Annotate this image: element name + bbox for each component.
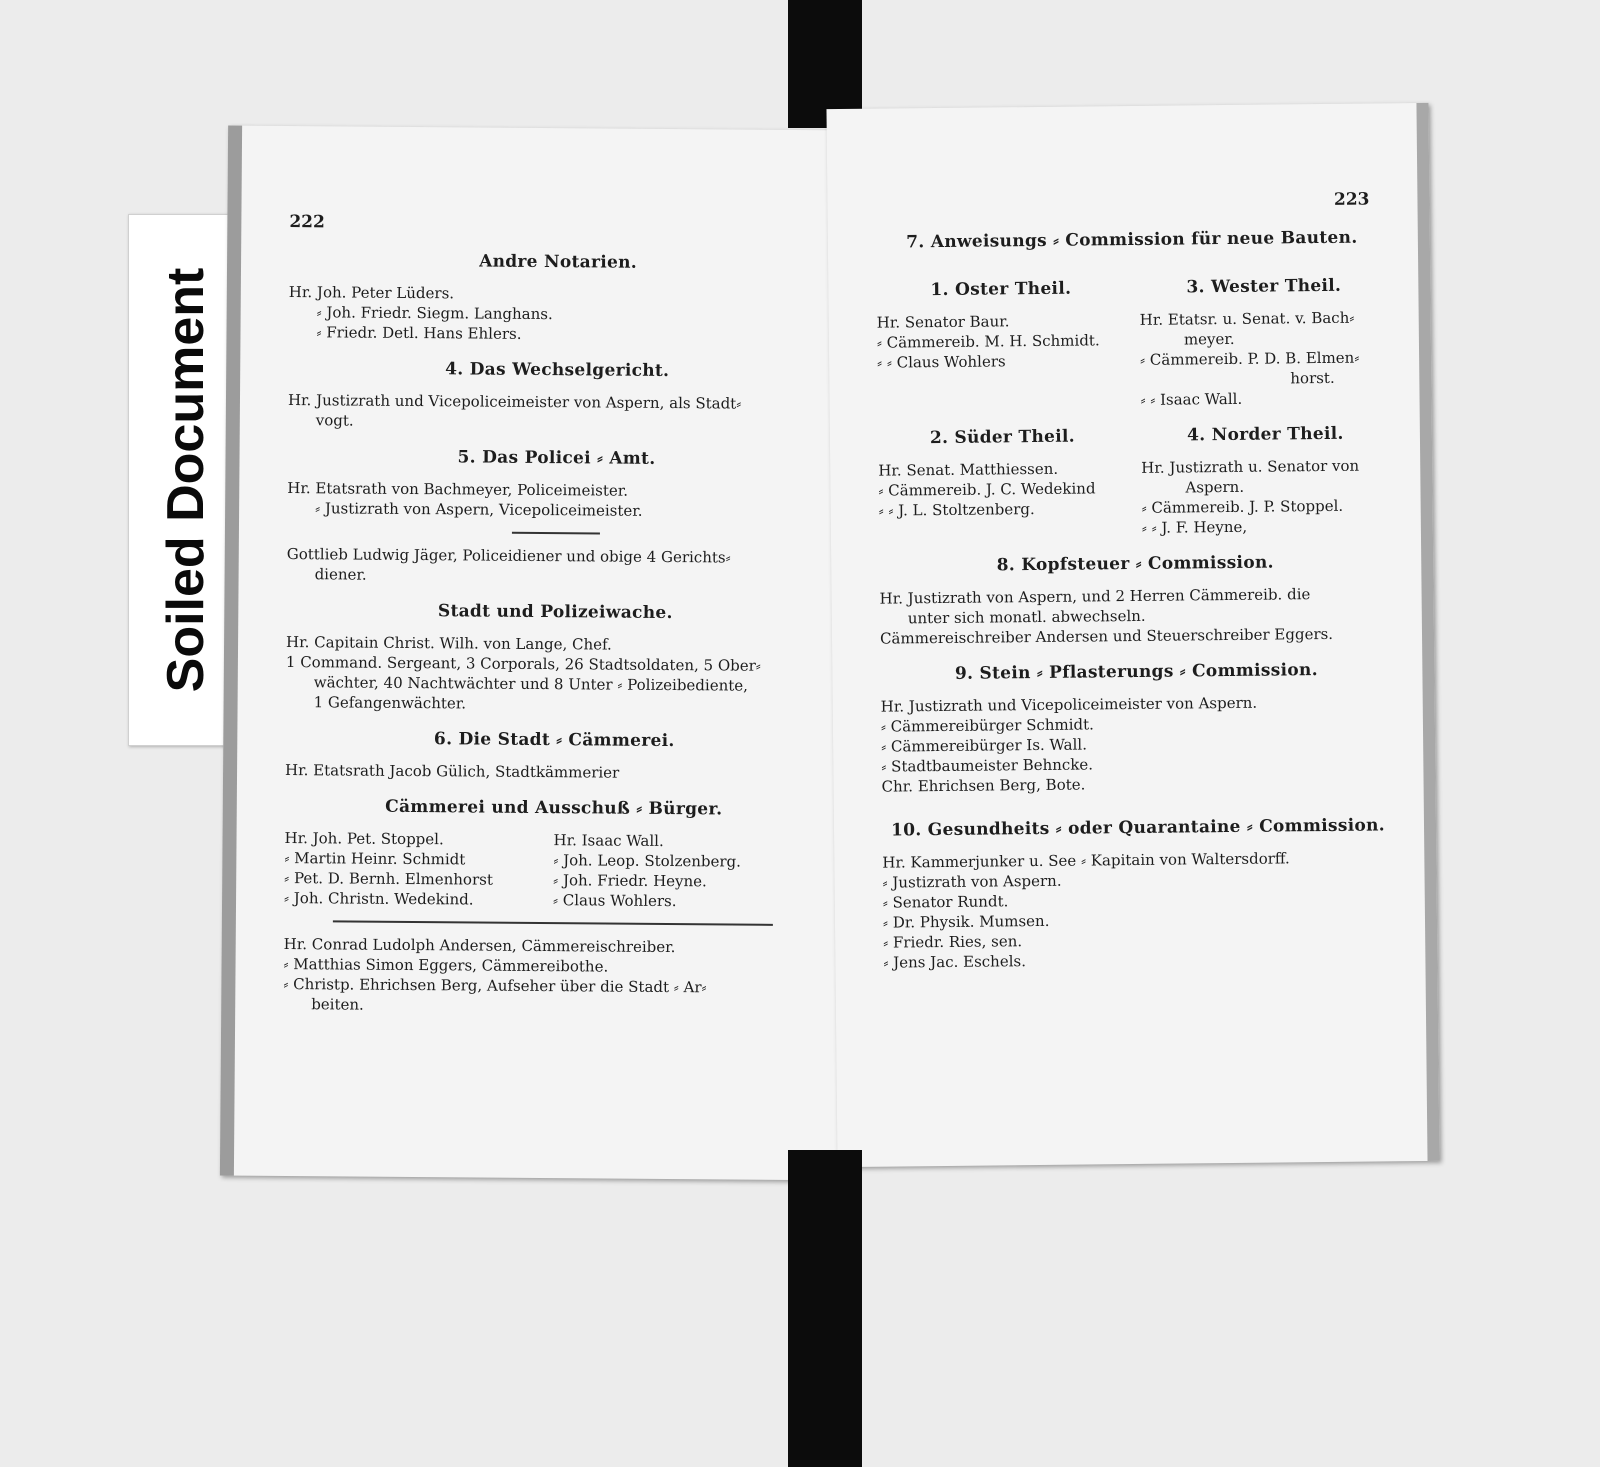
- entry-line: ⸗ Claus Wohlers.: [552, 891, 677, 911]
- entry-line: Hr. Justizrath und Vicepoliceimeister von Aspern, als Stadt⸗: [287, 391, 742, 413]
- entry-line: wächter, 40 Nachtwächter und 8 Unter ⸗ Polizeibediente,: [313, 673, 749, 695]
- entry-line: Hr. Justizrath u. Senator von: [1141, 456, 1360, 477]
- left-page: [220, 126, 858, 1181]
- entry-line: ⸗ ⸗ Isaac Wall.: [1140, 389, 1243, 409]
- entry-line: Hr. Senator Baur.: [876, 312, 1010, 332]
- divider-rule: [333, 920, 773, 925]
- entry-line: ⸗ Cämmereib. J. P. Stoppel.: [1141, 496, 1344, 517]
- entry-line: ⸗ Joh. Leop. Stolzenberg.: [553, 851, 742, 871]
- sueder-theil: [878, 410, 1128, 541]
- entry-line: unter sich monatl. abwechseln.: [907, 606, 1146, 628]
- entry-line: ⸗ Friedr. Ries, sen.: [883, 932, 1023, 952]
- entry-line: vogt.: [315, 411, 354, 430]
- section-heading: 9. Stein ⸗ Pflasterungs ⸗ Commission.: [954, 660, 1318, 684]
- entry-line: Hr. Etatsrath von Bachmeyer, Policeimeister.: [287, 479, 629, 500]
- right-page: [826, 103, 1439, 1167]
- section-heading: 6. Die Stadt ⸗ Cämmerei.: [433, 729, 675, 752]
- entry-line: Gottlieb Ludwig Jäger, Policeidiener und obige 4 Gerichts⸗: [286, 545, 731, 567]
- buerger-column-right: [553, 830, 823, 912]
- subsection-heading: 4. Norder Theil.: [1187, 423, 1344, 446]
- section-heading: 8. Kopfsteuer ⸗ Commission.: [996, 552, 1274, 576]
- entry-line: ⸗ Martin Heinr. Schmidt: [284, 849, 466, 869]
- binding-strap-bottom: [788, 1150, 862, 1467]
- entry-line: Hr. Senat. Matthiessen.: [878, 459, 1059, 480]
- section-heading: Stadt und Polizeiwache.: [437, 601, 673, 624]
- entry-line: Hr. Conrad Ludolph Andersen, Cämmereischreiber.: [283, 935, 676, 957]
- entry-line: ⸗ Justizrath von Aspern, Vicepoliceimeister.: [315, 499, 643, 520]
- anweisung-columns-1: [876, 259, 1390, 412]
- oster-theil: [876, 262, 1127, 413]
- entry-line: ⸗ Cämmereib. J. C. Wedekind: [878, 479, 1096, 500]
- subsection-heading: 1. Oster Theil.: [930, 278, 1072, 301]
- entry-line: Hr. Isaac Wall.: [553, 831, 664, 850]
- subsection-heading: 3. Wester Theil.: [1186, 275, 1342, 298]
- entry-line: Hr. Etatsrath Jacob Gülich, Stadtkämmerier: [285, 761, 620, 782]
- entry-line: ⸗ Friedr. Detl. Hans Ehlers.: [316, 323, 522, 343]
- entry-line: Hr. Joh. Pet. Stoppel.: [284, 829, 444, 849]
- entry-line: ⸗ Pet. D. Bernh. Elmenhorst: [284, 869, 493, 889]
- entry-line: ⸗ Joh. Christn. Wedekind.: [283, 889, 474, 909]
- section-heading: 10. Gesundheits ⸗ oder Quarantaine ⸗ Commission.: [890, 815, 1386, 841]
- entry-line: horst.: [1290, 368, 1335, 388]
- buerger-column-left: [284, 828, 554, 910]
- entry-line: beiten.: [311, 995, 364, 1014]
- entry-line: ⸗ Cämmereib. M. H. Schmidt.: [876, 331, 1100, 352]
- right-page-body: [876, 227, 1396, 972]
- divider-rule: [512, 532, 600, 535]
- entry-line: ⸗ Senator Rundt.: [882, 892, 1009, 912]
- entry-line: ⸗ ⸗ J. L. Stoltzenberg.: [878, 500, 1035, 520]
- left-page-body: [283, 250, 827, 1018]
- section-heading: 5. Das Policei ⸗ Amt.: [457, 447, 656, 469]
- anweisung-columns-2: [878, 407, 1391, 540]
- entry-line: ⸗ Christp. Ehrichsen Berg, Aufseher über die Stadt ⸗ Ar⸗: [283, 975, 707, 997]
- subsection-heading: 2. Süder Theil.: [929, 426, 1076, 449]
- entry-line: Hr. Justizrath und Vicepoliceimeister von Aspern.: [880, 693, 1258, 716]
- entry-line: ⸗ Stadtbaumeister Behncke.: [881, 755, 1094, 776]
- entry-line: Hr. Capitain Christ. Wilh. von Lange, Chef.: [286, 633, 612, 654]
- page-number: 222: [289, 212, 325, 233]
- entry-line: ⸗ ⸗ Claus Wohlers: [877, 352, 1006, 372]
- entry-line: ⸗ Cämmereib. P. D. B. Elmen⸗: [1140, 348, 1360, 369]
- entry-line: ⸗ Jens Jac. Eschels.: [883, 952, 1027, 972]
- entry-line: 1 Gefangenwächter.: [313, 693, 467, 713]
- norder-theil: [1141, 407, 1391, 538]
- section-heading: 7. Anweisungs ⸗ Commission für neue Bauten.: [906, 227, 1358, 253]
- entry-line: diener.: [314, 565, 367, 584]
- entry-line: Chr. Ehrichsen Berg, Bote.: [881, 775, 1086, 796]
- entry-line: Aspern.: [1185, 477, 1245, 497]
- entry-line: ⸗ Justizrath von Aspern.: [882, 871, 1062, 892]
- section-heading: Cämmerei und Ausschuß ⸗ Bürger.: [385, 796, 723, 820]
- entry-line: Hr. Etatsr. u. Senat. v. Bach⸗: [1139, 308, 1355, 329]
- entry-line: ⸗ Cämmereibürger Is. Wall.: [881, 735, 1088, 756]
- entry-line: ⸗ Joh. Friedr. Heyne.: [553, 871, 707, 891]
- buerger-columns: [284, 828, 823, 912]
- entry-line: Cämmereischreiber Andersen und Steuerschreiber Eggers.: [879, 624, 1334, 648]
- page-number: 223: [1333, 189, 1370, 210]
- section-heading: Andre Notarien.: [479, 251, 638, 273]
- entry-line: Hr. Kammerjunker u. See ⸗ Kapitain von Waltersdorff.: [882, 849, 1290, 872]
- section-heading: 4. Das Wechselgericht.: [445, 359, 670, 382]
- entry-line: Hr. Joh. Peter Lüders.: [288, 283, 455, 303]
- entry-line: 1 Command. Sergeant, 3 Corporals, 26 Stadtsoldaten, 5 Ober⸗: [285, 653, 761, 675]
- entry-line: Hr. Justizrath von Aspern, und 2 Herren Cämmereib. die: [879, 585, 1311, 608]
- wester-theil: [1139, 259, 1390, 410]
- entry-line: ⸗ Dr. Physik. Mumsen.: [882, 911, 1050, 932]
- entry-line: ⸗ Joh. Friedr. Siegm. Langhans.: [316, 303, 553, 324]
- entry-line: ⸗ Matthias Simon Eggers, Cämmereibothe.: [283, 955, 609, 976]
- entry-line: ⸗ Cämmereibürger Schmidt.: [880, 715, 1094, 736]
- label-text: Soiled Document: [157, 267, 215, 693]
- entry-line: ⸗ ⸗ J. F. Heyne,: [1141, 517, 1248, 537]
- entry-line: meyer.: [1183, 329, 1235, 349]
